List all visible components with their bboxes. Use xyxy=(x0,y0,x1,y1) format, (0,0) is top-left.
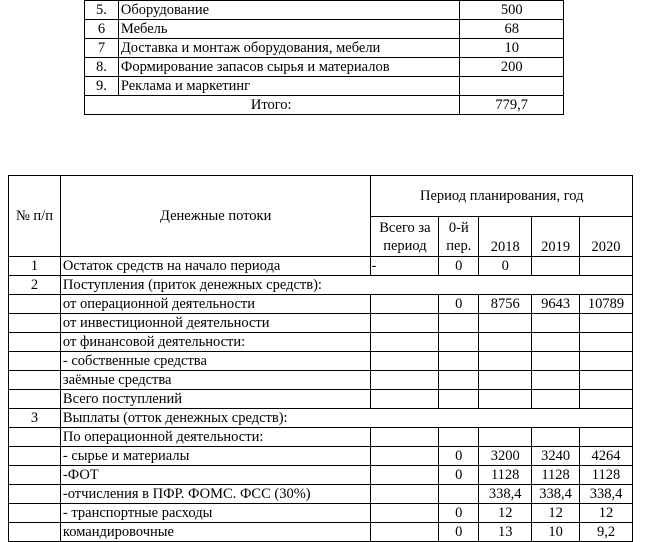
row-2019 xyxy=(532,333,580,352)
row-total xyxy=(371,447,439,466)
row-num xyxy=(9,352,61,371)
row-2018 xyxy=(479,371,532,390)
row-name: -отчисления в ПФР. ФОМС. ФСС (30%) xyxy=(60,485,371,504)
row-num xyxy=(9,314,61,333)
row-num: 9. xyxy=(85,77,119,96)
table-row xyxy=(9,428,633,447)
row-2020: 9,2 xyxy=(580,523,633,542)
row-value: 200 xyxy=(460,58,564,77)
row-2020 xyxy=(580,333,633,352)
row-total: - xyxy=(371,257,439,276)
row-total xyxy=(371,390,439,409)
table-row xyxy=(85,58,564,77)
row-name: Формирование запасов сырья и материалов xyxy=(118,58,460,77)
row-2020: 1128 xyxy=(580,466,633,485)
header-flows: Денежные потоки xyxy=(60,176,371,257)
row-name: от операционной деятельности xyxy=(60,295,371,314)
row-name: Выплаты (отток денежных средств): xyxy=(60,409,632,428)
row-2020: 12 xyxy=(580,504,633,523)
table-row xyxy=(9,485,633,504)
row-num: 8. xyxy=(85,58,119,77)
table-row xyxy=(9,409,633,428)
row-2018: 12 xyxy=(479,504,532,523)
row-2020: 338,4 xyxy=(580,485,633,504)
row-2018: 338,4 xyxy=(479,485,532,504)
row-2019: 3240 xyxy=(532,447,580,466)
row-2018 xyxy=(479,428,532,447)
row-2020 xyxy=(580,257,633,276)
row-2020 xyxy=(580,371,633,390)
row-2019 xyxy=(532,352,580,371)
row-2018: 8756 xyxy=(479,295,532,314)
row-2018: 1128 xyxy=(479,466,532,485)
row-value: 68 xyxy=(460,20,564,39)
header-row-1 xyxy=(9,176,633,217)
row-total xyxy=(371,504,439,523)
row-value: 500 xyxy=(460,1,564,20)
row-2020: 10789 xyxy=(580,295,633,314)
table-row xyxy=(9,371,633,390)
row-total xyxy=(371,466,439,485)
row-num xyxy=(9,447,61,466)
row-num: 7 xyxy=(85,39,119,58)
row-total xyxy=(371,428,439,447)
row-name: от финансовой деятельности: xyxy=(60,333,371,352)
row-name: заёмные средства xyxy=(60,371,371,390)
table-row xyxy=(85,77,564,96)
row-zero xyxy=(439,352,479,371)
row-total xyxy=(371,371,439,390)
row-2020: 4264 xyxy=(580,447,633,466)
row-name: Поступления (приток денежных средств): xyxy=(60,276,632,295)
row-total xyxy=(371,333,439,352)
row-2019 xyxy=(532,390,580,409)
header-zero: 0-й пер. xyxy=(439,217,479,257)
total-label: Итого: xyxy=(85,96,460,115)
row-2018: 3200 xyxy=(479,447,532,466)
row-name: -ФОТ xyxy=(60,466,371,485)
row-name: По операционной деятельности: xyxy=(60,428,371,447)
row-num xyxy=(9,333,61,352)
table-row xyxy=(9,447,633,466)
row-value xyxy=(460,77,564,96)
row-name: Оборудование xyxy=(118,1,460,20)
row-name: Остаток средств на начало периода xyxy=(60,257,371,276)
table-row xyxy=(9,352,633,371)
row-2020 xyxy=(580,428,633,447)
table-row xyxy=(9,295,633,314)
table-row xyxy=(85,20,564,39)
row-2019: 338,4 xyxy=(532,485,580,504)
row-zero xyxy=(439,333,479,352)
header-period: Период планирования, год xyxy=(371,176,633,217)
row-2018: 0 xyxy=(479,257,532,276)
table-row xyxy=(9,257,633,276)
table-row xyxy=(9,314,633,333)
row-total xyxy=(371,485,439,504)
row-2019 xyxy=(532,428,580,447)
row-2018 xyxy=(479,352,532,371)
header-total: Всего за период xyxy=(371,217,439,257)
row-name: от инвестиционной деятельности xyxy=(60,314,371,333)
total-row xyxy=(85,96,564,115)
row-total xyxy=(371,314,439,333)
row-zero xyxy=(439,371,479,390)
row-num: 5. xyxy=(85,1,119,20)
row-2019 xyxy=(532,257,580,276)
investment-table xyxy=(84,0,564,115)
row-value: 10 xyxy=(460,39,564,58)
row-2018 xyxy=(479,333,532,352)
row-zero: 0 xyxy=(439,504,479,523)
row-name: командировочные xyxy=(60,523,371,542)
row-num: 6 xyxy=(85,20,119,39)
row-2018 xyxy=(479,390,532,409)
table-row xyxy=(9,466,633,485)
row-num xyxy=(9,523,61,542)
row-2018: 13 xyxy=(479,523,532,542)
table-row xyxy=(85,1,564,20)
row-total xyxy=(371,523,439,542)
row-zero: 0 xyxy=(439,295,479,314)
row-2020 xyxy=(580,314,633,333)
row-num xyxy=(9,390,61,409)
row-zero xyxy=(439,428,479,447)
row-num: 1 xyxy=(9,257,61,276)
table-row xyxy=(85,39,564,58)
row-zero: 0 xyxy=(439,466,479,485)
row-num xyxy=(9,371,61,390)
row-name: Доставка и монтаж оборудования, мебели xyxy=(118,39,460,58)
row-name: - сырье и материалы xyxy=(60,447,371,466)
row-num: 3 xyxy=(9,409,61,428)
row-name: Мебель xyxy=(118,20,460,39)
row-name: Всего поступлений xyxy=(60,390,371,409)
row-2019: 12 xyxy=(532,504,580,523)
row-zero: 0 xyxy=(439,257,479,276)
header-2018: 2018 xyxy=(479,217,532,257)
row-name: Реклама и маркетинг xyxy=(118,77,460,96)
row-num xyxy=(9,295,61,314)
cash-flow-table xyxy=(8,175,633,542)
header-2019: 2019 xyxy=(532,217,580,257)
table-row xyxy=(9,390,633,409)
row-2019 xyxy=(532,314,580,333)
row-2019: 10 xyxy=(532,523,580,542)
table-row xyxy=(9,523,633,542)
row-2018 xyxy=(479,314,532,333)
row-zero: 0 xyxy=(439,523,479,542)
row-name: - собственные средства xyxy=(60,352,371,371)
row-total xyxy=(371,295,439,314)
row-zero xyxy=(439,314,479,333)
row-num xyxy=(9,485,61,504)
row-zero xyxy=(439,390,479,409)
row-total xyxy=(371,352,439,371)
row-num xyxy=(9,466,61,485)
total-value: 779,7 xyxy=(460,96,564,115)
table-row xyxy=(9,276,633,295)
row-num: 2 xyxy=(9,276,61,295)
row-2019 xyxy=(532,371,580,390)
row-2020 xyxy=(580,352,633,371)
table-row xyxy=(9,333,633,352)
row-zero xyxy=(439,485,479,504)
row-name: - транспортные расходы xyxy=(60,504,371,523)
header-num: № п/п xyxy=(9,176,61,257)
row-2020 xyxy=(580,390,633,409)
row-num xyxy=(9,428,61,447)
row-2019: 1128 xyxy=(532,466,580,485)
table-row xyxy=(9,504,633,523)
header-2020: 2020 xyxy=(580,217,633,257)
row-zero: 0 xyxy=(439,447,479,466)
row-2019: 9643 xyxy=(532,295,580,314)
row-num xyxy=(9,504,61,523)
